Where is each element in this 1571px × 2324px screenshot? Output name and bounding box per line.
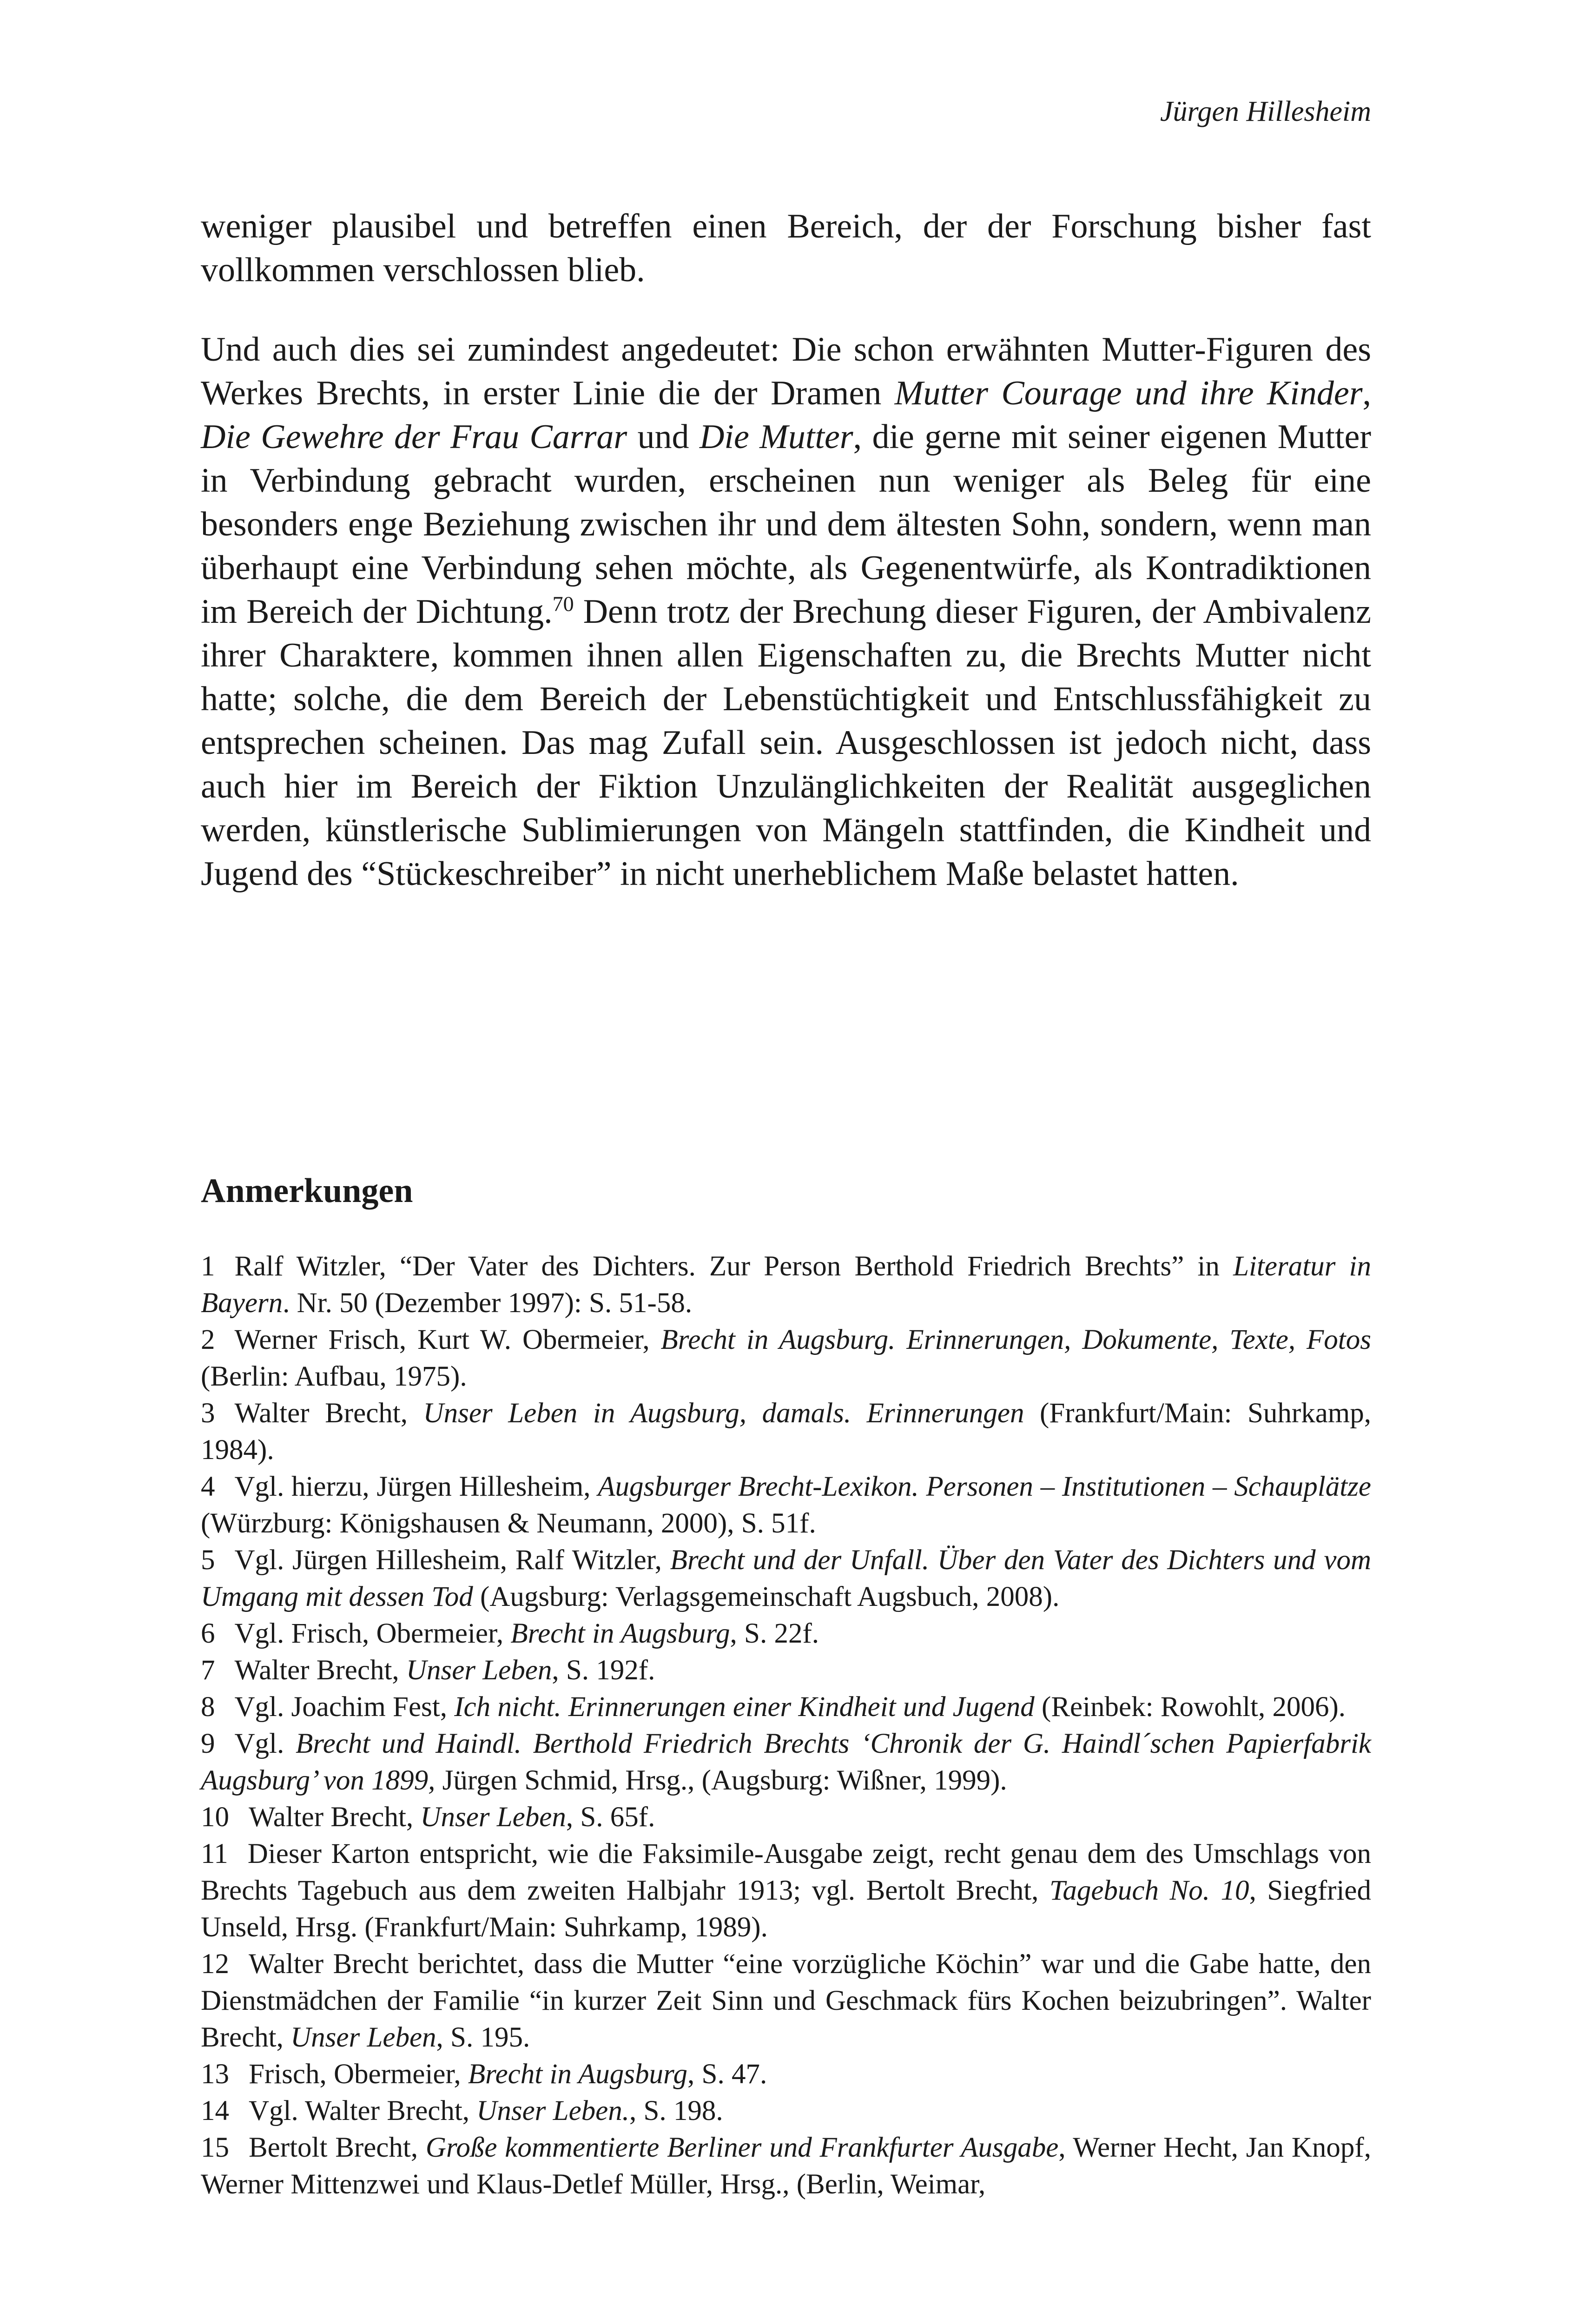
endnote-number: 14: [201, 2095, 229, 2126]
text-run: , S. 198.: [629, 2095, 723, 2126]
endnote: [201, 1799, 1371, 1835]
endnote: [201, 2129, 1371, 2203]
text-run: Denn trotz der Brechung dieser Figuren, der Ambivalenz ihrer Charaktere, kommen ihnen allen Eigenschaften zu, die Brechts Mutter nicht hatte; solche, die dem Bereich der Lebenstüchtigkeit und Entschlussfähigkeit zu entsprechen scheinen. Das mag Zufall sein. Ausgeschlossen ist jedoch nicht, dass auch hier im Bereich der Fiktion Unzulänglichkeiten der Realität ausgeglichen werden, künstlerische Sublimierungen von Mängeln stattfinden, die Kindheit und Jugend des “Stückeschreiber” in nicht unerheblichem Maße belastet hatten.: [201, 593, 1371, 893]
text-run: , S. 22f.: [730, 1618, 819, 1649]
text-run: Vgl. hierzu, Jürgen Hillesheim,: [234, 1471, 598, 1502]
italic-title: Tagebuch No. 10: [1050, 1875, 1249, 1906]
endnote: [201, 1835, 1371, 1946]
text-run: weniger plausibel und betreffen einen Bereich, der der Forschung bisher fast vollkommen verschlossen blieb.: [201, 207, 1371, 289]
italic-title: Unser Leben in Augsburg, damals. Erinnerungen: [423, 1398, 1024, 1429]
endnote: [201, 1725, 1371, 1799]
text-run: , S. 47.: [687, 2059, 767, 2090]
italic-title: Brecht und Haindl. Berthold Friedrich Brechts ‘Chronik der G. Haindl´schen Papierfabrik Augsburg’ von 1899,: [201, 1728, 1371, 1796]
endnote-number: 12: [201, 1948, 229, 1980]
endnote: [201, 1321, 1371, 1395]
endnote-number: 2: [201, 1324, 215, 1355]
italic-title: Die Gewehre der Frau Carrar: [201, 418, 627, 456]
body-paragraph: [201, 328, 1371, 896]
italic-title: Unser Leben: [420, 1802, 566, 1833]
italic-title: Augsburger Brecht-Lexikon. Personen – Institutionen – Schauplätze: [598, 1471, 1371, 1502]
text-run: , Werner Hecht, Jan Knopf, Werner Mittenzwei und Klaus-Detlef Müller, Hrsg., (Berlin, Weimar,: [201, 2132, 1371, 2200]
text-run: . Nr. 50 (Dezember 1997): S. 51-58.: [283, 1287, 693, 1319]
italic-title: Unser Leben: [406, 1655, 552, 1686]
endnote: [201, 1946, 1371, 2056]
italic-title: Unser Leben.: [476, 2095, 629, 2126]
italic-title: Brecht in Augsburg: [510, 1618, 730, 1649]
text-run: Vgl. Joachim Fest,: [234, 1691, 455, 1723]
text-run: (Augsburg: Verlagsgemeinschaft Augsbuch, 2008).: [473, 1581, 1060, 1612]
endnote: [201, 1652, 1371, 1689]
text-run: (Würzburg: Königshausen & Neumann, 2000), S. 51f.: [201, 1508, 816, 1539]
endnote: [201, 1542, 1371, 1615]
endnote: [201, 1689, 1371, 1725]
body-paragraph: [201, 205, 1371, 292]
text-run: Ralf Witzler, “Der Vater des Dichters. Zur Person Berthold Friedrich Brechts” in: [234, 1251, 1234, 1282]
text-run: Dieser Karton entspricht, wie die Faksimile-Ausgabe zeigt, recht genau dem des Umschlags von Brechts Tagebuch aus dem zweiten Halbjahr 1913; vgl. Bertolt Brecht,: [201, 1838, 1371, 1906]
text-run: , S. 65f.: [566, 1802, 655, 1833]
endnote-number: 6: [201, 1618, 215, 1649]
italic-title: Literatur in Bayern: [201, 1251, 1371, 1319]
text-run: (Frankfurt/Main: Suhrkamp, 1984).: [201, 1398, 1371, 1466]
text-run: (Berlin: Aufbau, 1975).: [201, 1361, 467, 1392]
endnote: [201, 2093, 1371, 2129]
endnotes-list: [201, 1248, 1371, 2203]
italic-title: Große kommentierte Berliner und Frankfurter Ausgabe: [425, 2132, 1059, 2163]
endnote-number: 3: [201, 1398, 215, 1429]
italic-title: Brecht in Augsburg: [468, 2059, 688, 2090]
text-run: Werner Frisch, Kurt W. Obermeier,: [234, 1324, 661, 1355]
endnote-number: 4: [201, 1471, 215, 1502]
italic-title: Unser Leben: [290, 2022, 436, 2053]
italic-title: Ich nicht. Erinnerungen einer Kindheit und Jugend: [454, 1691, 1035, 1723]
text-run: Frisch, Obermeier,: [249, 2059, 468, 2090]
endnote-number: 15: [201, 2132, 229, 2163]
endnote: [201, 1468, 1371, 1542]
text-run: Walter Brecht,: [234, 1655, 406, 1686]
text-run: Vgl. Frisch, Obermeier,: [234, 1618, 511, 1649]
endnote-number: 11: [201, 1838, 228, 1869]
italic-title: Mutter Courage und ihre Kinder: [894, 374, 1363, 412]
text-run: Und auch dies sei zumindest angedeutet: Die schon erwähnten Mutter-Figuren des Werkes Brechts, in erster Linie die der Dramen: [201, 330, 1371, 412]
text-run: , S. 195.: [436, 2022, 530, 2053]
text-run: (Reinbek: Rowohlt, 2006).: [1034, 1691, 1346, 1723]
notes-heading: Anmerkungen: [201, 1172, 413, 1210]
text-run: Vgl.: [234, 1728, 296, 1759]
text-run: , die gerne mit seiner eigenen Mutter in Verbindung gebracht wurden, erscheinen nun weniger als Beleg für eine besonders enge Beziehung zwischen ihr und dem ältesten Sohn, sondern, wenn man überhaupt eine Verbindung sehen möchte, als Gegenentwürfe, als Kontradiktionen im Bereich der Dichtung.: [201, 418, 1372, 631]
italic-title: Die Mutter: [699, 418, 853, 456]
endnote-number: 10: [201, 1802, 229, 1833]
text-run: Walter Brecht,: [234, 1398, 423, 1429]
endnote-number: 8: [201, 1691, 215, 1723]
endnote-number: 13: [201, 2059, 229, 2090]
endnote: [201, 1395, 1371, 1468]
text-run: Bertolt Brecht,: [249, 2132, 426, 2163]
text-run: Walter Brecht berichtet, dass die Mutter “eine vorzügliche Köchin” war und die Gabe hatte, den Dienstmädchen der Familie “in kurzer Zeit Sinn und Geschmack fürs Kochen beizubringen”. Walter Brecht,: [201, 1948, 1371, 2053]
endnote: [201, 2056, 1371, 2093]
text-run: Vgl. Jürgen Hillesheim, Ralf Witzler,: [234, 1545, 670, 1576]
text-run: , Siegfried Unseld, Hrsg. (Frankfurt/Main: Suhrkamp, 1989).: [201, 1875, 1371, 1943]
endnote-number: 7: [201, 1655, 215, 1686]
text-run: Jürgen Schmid, Hrsg., (Augsburg: Wißner, 1999).: [435, 1765, 1007, 1796]
endnote-number: 5: [201, 1545, 215, 1576]
endnote-number: 9: [201, 1728, 215, 1759]
italic-title: Brecht und der Unfall. Über den Vater des Dichters und vom Umgang mit dessen Tod: [201, 1545, 1371, 1612]
footnote-reference: 70: [552, 592, 574, 616]
running-head: Jürgen Hillesheim: [1160, 96, 1371, 127]
text-run: und: [627, 418, 700, 456]
text-run: , S. 192f.: [552, 1655, 655, 1686]
text-run: Walter Brecht,: [249, 1802, 421, 1833]
text-run: Vgl. Walter Brecht,: [249, 2095, 477, 2126]
text-run: ,: [1362, 374, 1371, 412]
endnote: [201, 1615, 1371, 1652]
italic-title: Brecht in Augsburg. Erinnerungen, Dokumente, Texte, Fotos: [660, 1324, 1371, 1355]
endnote: [201, 1248, 1371, 1321]
endnote-number: 1: [201, 1251, 215, 1282]
